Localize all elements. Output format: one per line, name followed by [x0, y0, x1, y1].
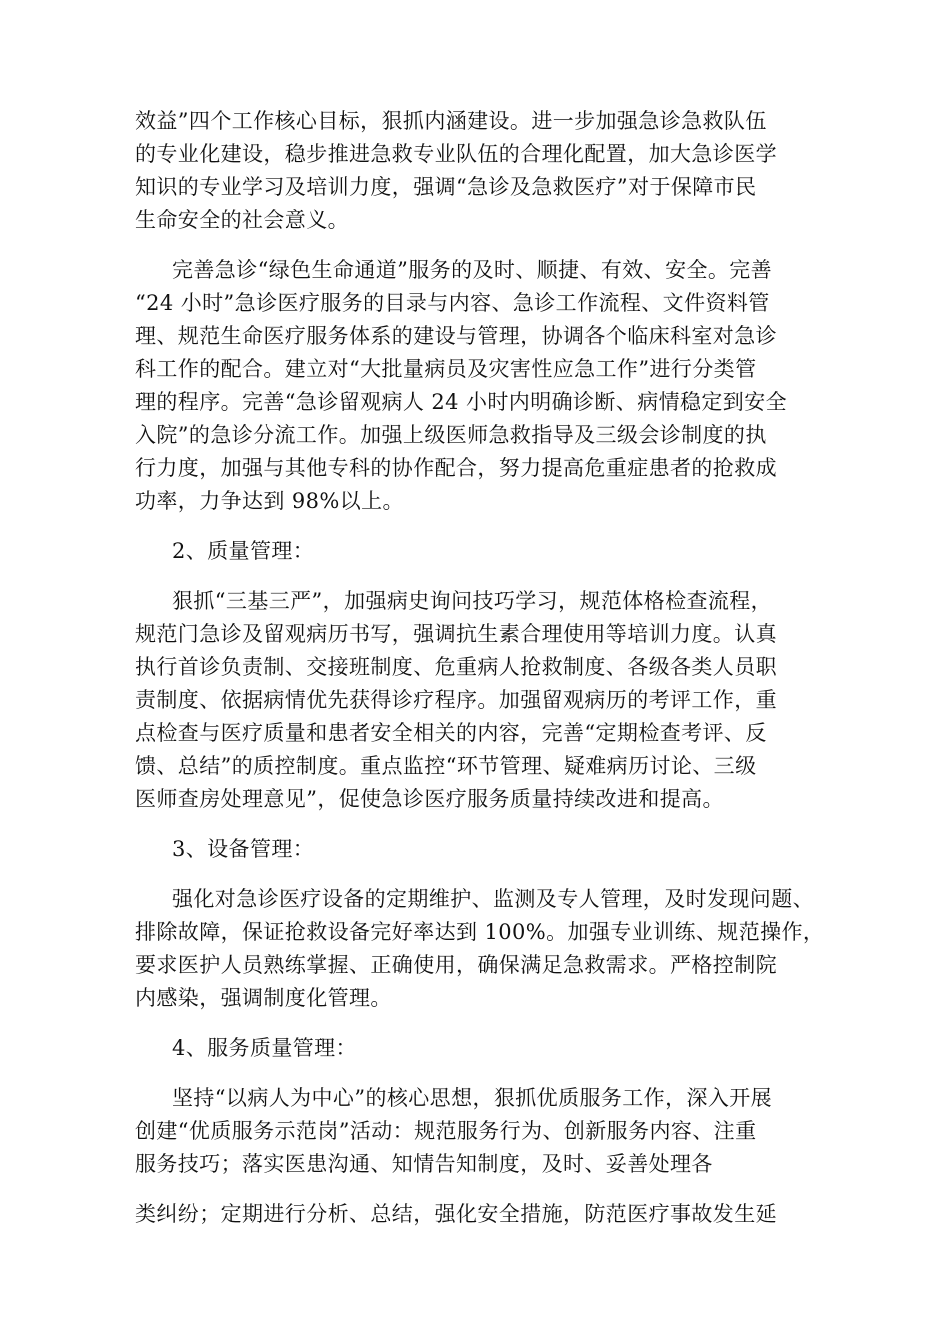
text-line: 功率，力争达到 98%以上。: [135, 489, 404, 513]
text-line: 行力度，加强与其他专科的协作配合，努力提高危重症患者的抢救成: [135, 456, 777, 480]
text-line: 科工作的配合。建立对“大批量病员及灾害性应急工作”进行分类管: [135, 357, 757, 381]
text-line: 的专业化建设，稳步推进急救专业队伍的合理化配置，加大急诊医学: [135, 142, 777, 166]
text-line: 强化对急诊医疗设备的定期维护、监测及专人管理，及时发现问题、: [172, 887, 814, 911]
text-line: 点检查与医疗质量和患者安全相关的内容，完善“定期检查考评、反: [135, 721, 767, 745]
text-line: 坚持“以病人为中心”的核心思想，狠抓优质服务工作，深入开展: [172, 1086, 773, 1110]
text-line: 完善急诊“绿色生命通道”服务的及时、顺捷、有效、安全。完善: [172, 258, 773, 282]
text-line: 规范门急诊及留观病历书写，强调抗生素合理使用等培训力度。认真: [135, 622, 777, 646]
text-line: “24 小时”急诊医疗服务的目录与内容、急诊工作流程、文件资料管: [135, 291, 770, 315]
text-line: 理的程序。完善“急诊留观病人 24 小时内明确诊断、病情稳定到安全: [135, 390, 788, 414]
text-line: 创建“优质服务示范岗”活动：规范服务行为、创新服务内容、注重: [135, 1119, 757, 1143]
text-line: 服务技巧；落实医患沟通、知情告知制度，及时、妥善处理各: [135, 1152, 713, 1176]
text-line: 馈、总结”的质控制度。重点监控“环节管理、疑难病历讨论、三级: [135, 754, 757, 778]
text-line: 理、规范生命医疗服务体系的建设与管理，协调各个临床科室对急诊: [135, 324, 777, 348]
text-line: 知识的专业学习及培训力度，强调“急诊及急救医疗”对于保障市民: [135, 175, 757, 199]
text-line: 狠抓“三基三严”，加强病史询问技巧学习，规范体格检查流程，: [172, 589, 773, 613]
section-heading-service-quality: 4、服务质量管理：: [172, 1036, 357, 1060]
text-line: 类纠纷；定期进行分析、总结，强化安全措施，防范医疗事故发生延: [135, 1202, 777, 1226]
text-line: 责制度、依据病情优先获得诊疗程序。加强留观病历的考评工作，重: [135, 688, 777, 712]
text-line: 效益”四个工作核心目标，狠抓内涵建设。进一步加强急诊急救队伍: [135, 109, 767, 133]
text-line: 内感染，强调制度化管理。: [135, 986, 392, 1010]
text-line: 要求医护人员熟练掌握、正确使用，确保满足急救需求。严格控制院: [135, 953, 777, 977]
section-heading-quality: 2、质量管理：: [172, 539, 315, 563]
text-line: 执行首诊负责制、交接班制度、危重病人抢救制度、各级各类人员职: [135, 655, 777, 679]
text-line: 医师查房处理意见”，促使急诊医疗服务质量持续改进和提高。: [135, 787, 724, 811]
text-line: 入院”的急诊分流工作。加强上级医师急救指导及三级会诊制度的执: [135, 423, 767, 447]
text-line: 排除故障，保证抢救设备完好率达到 100%。加强专业训练、规范操作，: [135, 920, 825, 944]
section-heading-equipment: 3、设备管理：: [172, 837, 315, 861]
text-line: 生命安全的社会意义。: [135, 208, 349, 232]
